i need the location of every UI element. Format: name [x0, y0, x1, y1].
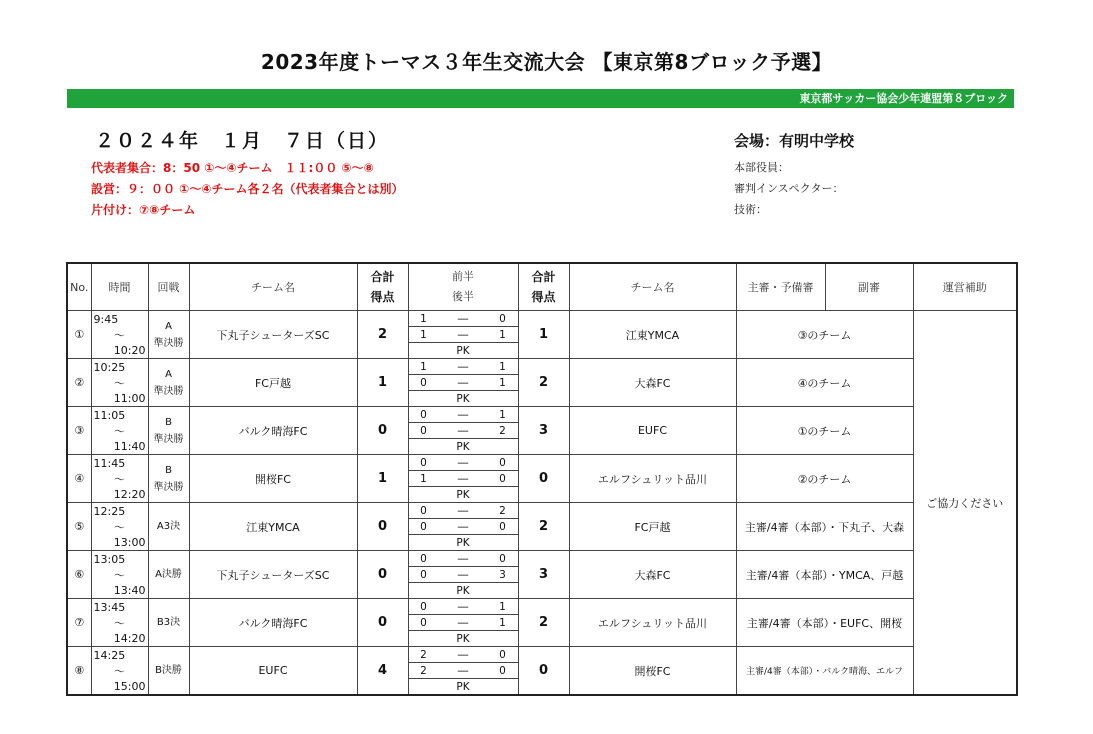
- table-row: [67, 647, 1017, 696]
- pk-label: PK: [456, 440, 470, 453]
- score-dash: ―: [457, 328, 469, 341]
- team-a: FC戸越: [189, 359, 357, 407]
- total-b: 2: [518, 359, 569, 407]
- match-number: ③: [67, 407, 91, 455]
- time-tilde: ～: [114, 376, 125, 390]
- pk-label: PK: [456, 344, 470, 357]
- second-half-a: 0: [420, 376, 427, 389]
- referee-assignment: ④のチーム: [736, 359, 913, 407]
- table-header-row: [67, 263, 1017, 311]
- score-dash: ―: [457, 600, 469, 613]
- second-half-b: 3: [499, 568, 506, 581]
- role-inspector: 審判インスペクター：: [734, 182, 844, 195]
- first-half-b: 0: [499, 456, 506, 469]
- first-half-score: [409, 407, 518, 423]
- first-half-a: 1: [420, 360, 427, 373]
- start-time: 12:25: [93, 504, 126, 518]
- pk-row: [409, 583, 518, 598]
- header-team-b: チーム名: [569, 263, 736, 311]
- start-time: 11:05: [93, 408, 126, 422]
- note-assembly: 代表者集合：8：50 ①～④チーム １１:００ ⑤～⑧: [91, 161, 374, 175]
- match-round: [148, 359, 189, 407]
- score-dash: ―: [457, 424, 469, 437]
- match-round: [148, 311, 189, 359]
- referee-assignment: 主審/4審（本部）・EUFC、開桜: [736, 599, 913, 647]
- role-officials: 本部役員：: [734, 161, 789, 174]
- second-half-a: 0: [420, 616, 427, 629]
- end-time: 11:40: [113, 439, 146, 453]
- header-second-half: 後半: [452, 290, 474, 303]
- second-half-score: [409, 423, 518, 439]
- second-half-b: 1: [499, 376, 506, 389]
- pk-row: [409, 679, 518, 694]
- time-tilde: ～: [114, 472, 125, 486]
- match-round: [148, 551, 189, 599]
- header-total-a: [357, 263, 408, 311]
- note-cleanup: 片付け：⑦⑧チーム: [91, 203, 196, 217]
- match-round: [148, 647, 189, 696]
- header-total-a-line2: 得点: [370, 290, 395, 304]
- half-scores: [408, 359, 518, 407]
- team-b: FC戸越: [569, 503, 736, 551]
- total-a: 0: [357, 503, 408, 551]
- header-halves: [408, 263, 518, 311]
- round-stage: 準決勝: [153, 337, 184, 349]
- pk-label: PK: [456, 584, 470, 597]
- half-scores: [408, 647, 518, 696]
- time-tilde: ～: [114, 424, 125, 438]
- team-a: 江東YMCA: [189, 503, 357, 551]
- start-time: 14:25: [93, 648, 126, 662]
- first-half-score: [409, 503, 518, 519]
- team-b: 大森FC: [569, 551, 736, 599]
- team-b: EUFC: [569, 407, 736, 455]
- match-number: ②: [67, 359, 91, 407]
- end-time: 13:00: [113, 535, 146, 549]
- header-total-b-line1: 合計: [531, 270, 556, 284]
- header-assistant: 副審: [825, 263, 913, 311]
- round-stage: 準決勝: [153, 385, 184, 397]
- time-tilde: ～: [114, 664, 125, 678]
- match-number: ⑦: [67, 599, 91, 647]
- score-dash: ―: [457, 376, 469, 389]
- first-half-a: 0: [420, 600, 427, 613]
- score-dash: ―: [457, 408, 469, 421]
- match-number: ⑧: [67, 647, 91, 696]
- time-tilde: ～: [114, 616, 125, 630]
- team-a: 下丸子シューターズSC: [189, 551, 357, 599]
- score-dash: ―: [457, 472, 469, 485]
- end-time: 12:20: [113, 487, 146, 501]
- second-half-b: 2: [499, 424, 506, 437]
- total-a: 0: [357, 551, 408, 599]
- second-half-b: 0: [499, 664, 506, 677]
- support-cell: ご協力ください: [913, 311, 1017, 696]
- header-total-a-line1: 合計: [370, 270, 395, 284]
- pk-row: [409, 535, 518, 550]
- first-half-a: 1: [420, 312, 427, 325]
- referee-assignment: ②のチーム: [736, 455, 913, 503]
- first-half-score: [409, 359, 518, 375]
- score-dash: ―: [457, 648, 469, 661]
- start-time: 9:45: [93, 312, 119, 326]
- team-a: 開桜FC: [189, 455, 357, 503]
- header-first-half: 前半: [452, 270, 474, 283]
- total-a: 4: [357, 647, 408, 696]
- start-time: 13:45: [93, 600, 126, 614]
- second-half-a: 0: [420, 424, 427, 437]
- table-row: [67, 551, 1017, 599]
- page-title: 2023年度トーマス３年生交流大会 【東京第8ブロック予選】: [260, 50, 833, 74]
- table-row: [67, 503, 1017, 551]
- second-half-score: [409, 615, 518, 631]
- match-round: [148, 455, 189, 503]
- match-time: [91, 503, 148, 551]
- first-half-score: [409, 311, 518, 327]
- start-time: 13:05: [93, 552, 126, 566]
- round-label: B: [165, 464, 172, 476]
- pk-row: [409, 631, 518, 646]
- total-b: 2: [518, 599, 569, 647]
- time-tilde: ～: [114, 568, 125, 582]
- second-half-score: [409, 375, 518, 391]
- start-time: 10:25: [93, 360, 126, 374]
- total-a: 0: [357, 599, 408, 647]
- event-date: ２０２４年 １月 ７日（日）: [95, 130, 390, 152]
- team-a: バルク晴海FC: [189, 407, 357, 455]
- notes-block: [91, 158, 404, 221]
- second-half-b: 0: [499, 472, 506, 485]
- first-half-a: 0: [420, 504, 427, 517]
- first-half-a: 0: [420, 456, 427, 469]
- pk-label: PK: [456, 488, 470, 501]
- first-half-score: [409, 647, 518, 663]
- match-time: [91, 455, 148, 503]
- total-b: 0: [518, 647, 569, 696]
- second-half-a: 0: [420, 568, 427, 581]
- header-support: 運営補助: [913, 263, 1017, 311]
- table-row: [67, 599, 1017, 647]
- pk-label: PK: [456, 632, 470, 645]
- half-scores: [408, 551, 518, 599]
- first-half-b: 2: [499, 504, 506, 517]
- end-time: 14:20: [113, 631, 146, 645]
- score-dash: ―: [457, 568, 469, 581]
- header-total-b: [518, 263, 569, 311]
- second-half-score: [409, 519, 518, 535]
- second-half-a: 1: [420, 472, 427, 485]
- total-a: 1: [357, 455, 408, 503]
- total-a: 2: [357, 311, 408, 359]
- second-half-score: [409, 471, 518, 487]
- note-setup: 設営：９：００ ①～④チーム各２名（代表者集合とは別）: [91, 182, 404, 196]
- match-round: [148, 599, 189, 647]
- score-dash: ―: [457, 520, 469, 533]
- score-dash: ―: [457, 456, 469, 469]
- match-time: [91, 551, 148, 599]
- pk-row: [409, 487, 518, 502]
- total-b: 0: [518, 455, 569, 503]
- total-b: 2: [518, 503, 569, 551]
- referee-assignment: 主審/4審（本部）・YMCA、戸越: [736, 551, 913, 599]
- second-half-score: [409, 567, 518, 583]
- half-scores: [408, 503, 518, 551]
- end-time: 15:00: [113, 679, 146, 693]
- roles-block: [734, 157, 843, 220]
- first-half-score: [409, 599, 518, 615]
- venue: 会場：有明中学校: [734, 132, 855, 150]
- team-a: バルク晴海FC: [189, 599, 357, 647]
- header-round: 回戦: [148, 263, 189, 311]
- start-time: 11:45: [93, 456, 126, 470]
- match-number: ①: [67, 311, 91, 359]
- round-stage: 準決勝: [153, 481, 184, 493]
- schedule-table: [66, 262, 1018, 696]
- referee-assignment: ③のチーム: [736, 311, 913, 359]
- role-technical: 技術：: [734, 203, 767, 216]
- round-label: A決勝: [155, 569, 182, 580]
- match-time: [91, 359, 148, 407]
- match-number: ⑥: [67, 551, 91, 599]
- end-time: 13:40: [113, 583, 146, 597]
- time-tilde: ～: [114, 520, 125, 534]
- team-a: EUFC: [189, 647, 357, 696]
- team-b: 開桜FC: [569, 647, 736, 696]
- team-a: 下丸子シューターズSC: [189, 311, 357, 359]
- round-stage: 準決勝: [153, 433, 184, 445]
- table-row: [67, 359, 1017, 407]
- half-scores: [408, 599, 518, 647]
- header-total-b-line2: 得点: [531, 290, 556, 304]
- referee-assignment: ①のチーム: [736, 407, 913, 455]
- half-scores: [408, 455, 518, 503]
- total-b: 1: [518, 311, 569, 359]
- pk-row: [409, 343, 518, 358]
- first-half-b: 1: [499, 408, 506, 421]
- match-time: [91, 407, 148, 455]
- end-time: 10:20: [113, 343, 146, 357]
- pk-label: PK: [456, 536, 470, 549]
- first-half-a: 2: [420, 648, 427, 661]
- first-half-b: 0: [499, 312, 506, 325]
- first-half-score: [409, 551, 518, 567]
- score-dash: ―: [457, 360, 469, 373]
- pk-row: [409, 391, 518, 406]
- round-label: B: [165, 416, 172, 428]
- pk-label: PK: [456, 392, 470, 405]
- total-b: 3: [518, 551, 569, 599]
- second-half-a: 1: [420, 328, 427, 341]
- second-half-score: [409, 663, 518, 679]
- team-b: エルフシュリット品川: [569, 599, 736, 647]
- time-tilde: ～: [114, 328, 125, 342]
- first-half-a: 0: [420, 552, 427, 565]
- round-label: A: [165, 320, 172, 332]
- first-half-b: 1: [499, 600, 506, 613]
- second-half-b: 0: [499, 520, 506, 533]
- referee-assignment: 主審/4審（本部）・バルク晴海、エルフ: [736, 647, 913, 696]
- header-referee: 主審・予備審: [736, 263, 825, 311]
- first-half-b: 1: [499, 360, 506, 373]
- match-time: [91, 599, 148, 647]
- first-half-b: 0: [499, 648, 506, 661]
- first-half-b: 0: [499, 552, 506, 565]
- total-a: 0: [357, 407, 408, 455]
- round-label: B3決: [156, 617, 181, 628]
- round-label: A: [165, 368, 172, 380]
- table-row: [67, 311, 1017, 359]
- second-half-score: [409, 327, 518, 343]
- second-half-a: 2: [420, 664, 427, 677]
- half-scores: [408, 407, 518, 455]
- header-time: 時間: [91, 263, 148, 311]
- first-half-score: [409, 455, 518, 471]
- second-half-a: 0: [420, 520, 427, 533]
- header-team-a: チーム名: [189, 263, 357, 311]
- first-half-a: 0: [420, 408, 427, 421]
- score-dash: ―: [457, 616, 469, 629]
- end-time: 11:00: [113, 391, 146, 405]
- match-time: [91, 647, 148, 696]
- round-label: B決勝: [155, 665, 182, 676]
- team-b: エルフシュリット品川: [569, 455, 736, 503]
- total-b: 3: [518, 407, 569, 455]
- pk-label: PK: [456, 680, 470, 693]
- organizer-banner: 東京都サッカー協会少年連盟第８ブロック: [67, 89, 1014, 108]
- match-time: [91, 311, 148, 359]
- table-row: [67, 455, 1017, 503]
- second-half-b: 1: [499, 328, 506, 341]
- score-dash: ―: [457, 552, 469, 565]
- half-scores: [408, 311, 518, 359]
- pk-row: [409, 439, 518, 454]
- score-dash: ―: [457, 664, 469, 677]
- table-row: [67, 407, 1017, 455]
- match-round: [148, 407, 189, 455]
- team-b: 江東YMCA: [569, 311, 736, 359]
- total-a: 1: [357, 359, 408, 407]
- header-no: No.: [67, 263, 91, 311]
- team-b: 大森FC: [569, 359, 736, 407]
- match-number: ④: [67, 455, 91, 503]
- referee-assignment: 主審/4審（本部）・下丸子、大森: [736, 503, 913, 551]
- score-dash: ―: [457, 504, 469, 517]
- match-number: ⑤: [67, 503, 91, 551]
- second-half-b: 1: [499, 616, 506, 629]
- round-label: A3決: [156, 521, 181, 532]
- match-round: [148, 503, 189, 551]
- score-dash: ―: [457, 312, 469, 325]
